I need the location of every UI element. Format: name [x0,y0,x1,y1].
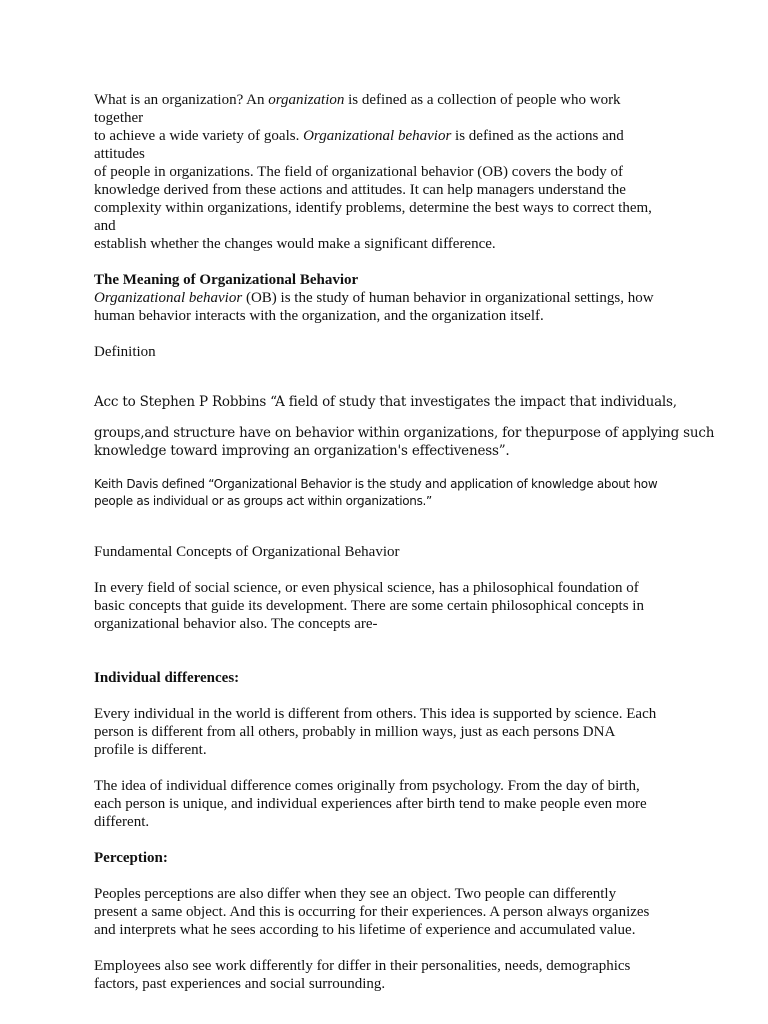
fundamentals-heading: Fundamental Concepts of Organizational Behavior [94,544,400,560]
davis-line-2: people as individual or as groups act within organizations.” [94,494,432,508]
intro-line-6: knowledge derived from these actions and attitudes. It can help managers understand the [94,182,626,198]
perception-section [94,849,684,993]
individual-p1-line-2: person is different from all others, probably in million ways, just as each persons DNA [94,724,616,740]
individual-p1-line-3: profile is different. [94,742,207,758]
spacer [94,361,684,379]
robbins-line-2: groups,and structure have on behavior within organizations, for thepurpose of applying such [94,425,715,441]
spacer [94,939,684,957]
spacer [94,510,684,543]
intro-line-3: to achieve a wide variety of goals. Organizational behavior is defined as the actions and [94,128,624,144]
robbins-line-3: knowledge toward improving an organization's effectiveness”. [94,443,510,459]
document-body [94,91,715,993]
robbins-line-1: Acc to Stephen P Robbins “A field of study that investigates the impact that individuals, [94,393,677,410]
individual-differences-section [94,669,684,831]
spacer [94,325,684,343]
davis-line-1: Keith Davis defined “Organizational Behavior is the study and application of knowledge about how [94,477,658,491]
perception-p1-line-3: and interprets what he sees according to his lifetime of experience and accumulated value. [94,922,636,938]
spacer [94,633,684,669]
intro-line-8: and [94,218,116,234]
spacer [94,831,684,849]
intro-line-7: complexity within organizations, identify problems, determine the best ways to correct them, [94,200,652,216]
fundamentals-section [94,543,684,633]
fundamentals-line-1: In every field of social science, or even physical science, has a philosophical foundation of [94,580,639,596]
individual-p2-line-1: The idea of individual difference comes originally from psychology. From the day of birth, [94,778,640,794]
term-organizational-behavior: Organizational behavior [94,290,243,306]
intro-paragraph [94,91,684,253]
section-heading: The Meaning of Organizational Behavior [94,272,359,288]
definition-section [94,343,715,510]
perception-p1-line-1: Peoples perceptions are also differ when they see an object. Two people can differently [94,886,617,902]
spacer [94,759,684,777]
spacer [94,253,684,271]
meaning-line-1: Organizational behavior (OB) is the study of human behavior in organizational settings, how [94,290,654,306]
intro-line-1: What is an organization? An organization is defined as a collection of people who work [94,92,621,108]
individual-p2-line-2: each person is unique, and individual experiences after birth tend to make people even more [94,796,647,812]
perception-p2-line-2: factors, past experiences and social surrounding. [94,976,386,992]
meaning-line-2: human behavior interacts with the organization, and the organization itself. [94,308,544,324]
perception-p1-line-2: present a same object. And this is occurring for their experiences. A person always organizes [94,904,650,920]
intro-line-9: establish whether the changes would make a significant difference. [94,236,496,252]
spacer [94,687,684,705]
intro-line-2: together [94,110,144,126]
section-heading: Perception: [94,850,168,866]
definition-heading: Definition [94,344,156,360]
intro-line-5: of people in organizations. The field of organizational behavior (OB) covers the body of [94,164,624,180]
intro-line-4: attitudes [94,146,145,162]
section-heading: Individual differences: [94,670,240,686]
individual-p2-line-3: different. [94,814,150,830]
term-organizational-behavior: Organizational behavior [303,128,452,144]
spacer [94,867,684,885]
spacer [94,460,684,476]
fundamentals-line-3: organizational behavior also. The concepts are- [94,616,378,632]
term-organization: organization [268,92,345,108]
spacer [94,561,684,579]
meaning-section [94,271,684,325]
fundamentals-line-2: basic concepts that guide its development. There are some certain philosophical concepts in [94,598,644,614]
individual-p1-line-1: Every individual in the world is different from others. This idea is supported by science. Each [94,706,657,722]
perception-p2-line-1: Employees also see work differently for differ in their personalities, needs, demographics [94,958,631,974]
